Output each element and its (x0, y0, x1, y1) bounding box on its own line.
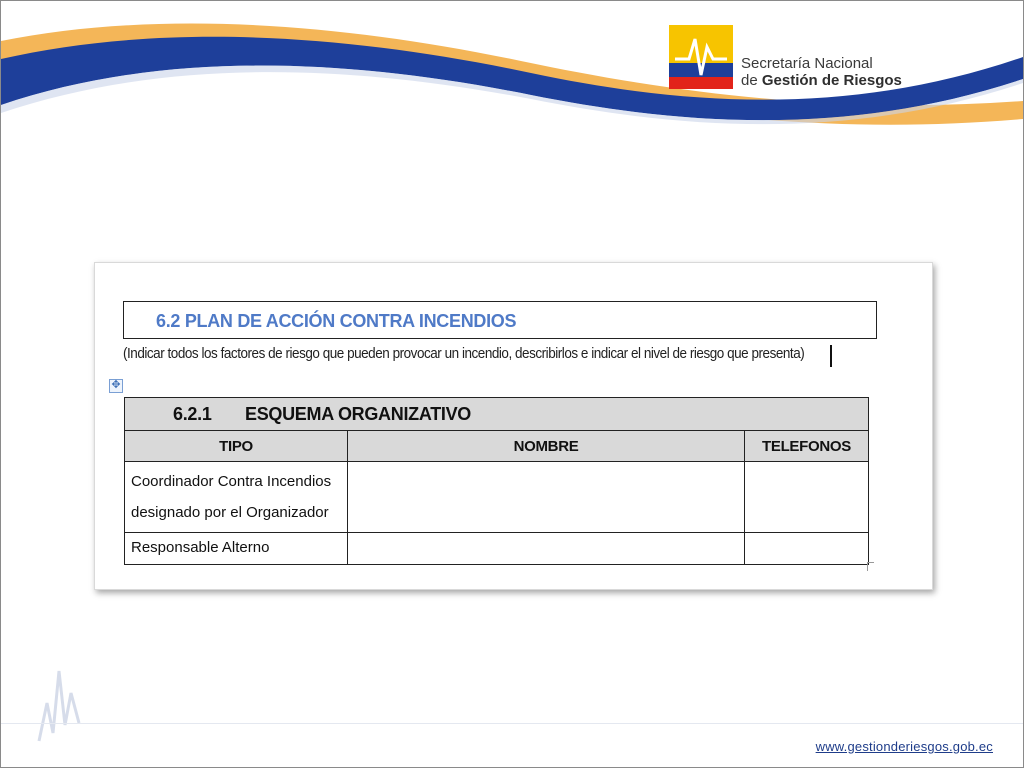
column-header-telefonos: TELEFONOS (745, 431, 869, 462)
table-row (125, 462, 869, 533)
subsection-title: ESQUEMA ORGANIZATIVO (245, 403, 472, 424)
footer-website-link[interactable]: www.gestionderiesgos.gob.ec (815, 739, 993, 754)
document-screenshot (94, 262, 933, 590)
logo (669, 25, 919, 91)
cell-tipo[interactable]: Coordinador Contra Incendios designado por el Organizador (125, 462, 348, 533)
cell-nombre[interactable] (348, 462, 745, 533)
logo-text (741, 55, 902, 89)
text-cursor (830, 345, 832, 367)
table-header-row (125, 431, 869, 462)
section-title-box (123, 301, 877, 339)
logo-name-line1: Secretaría Nacional (741, 55, 873, 72)
cell-telefonos[interactable] (745, 462, 869, 533)
cell-tipo[interactable]: Responsable Alterno (125, 533, 348, 565)
table-row (125, 533, 869, 565)
logo-mark-icon (669, 25, 733, 89)
cell-telefonos[interactable] (745, 533, 869, 565)
subsection-number: 6.2.1 (173, 403, 212, 424)
cell-nombre[interactable] (348, 533, 745, 565)
table-resize-handle-icon[interactable] (867, 562, 874, 571)
instruction-text: (Indicar todos los factores de riesgo que pueden provocar un incendio, describirlos e indicar el nivel de riesgo que presenta) (123, 346, 805, 362)
logo-name-bold: Gestión de Riesgos (761, 72, 902, 89)
column-header-nombre: NOMBRE (348, 431, 745, 462)
logo-name-line2: de Gestión de Riesgos (741, 72, 902, 89)
section-title: 6.2 PLAN DE ACCIÓN CONTRA INCENDIOS (156, 311, 517, 331)
subsection-title-cell (125, 398, 869, 431)
table-move-handle-icon[interactable]: ✥ (109, 379, 123, 393)
footer-divider (1, 723, 1023, 724)
table-subheader-row (125, 398, 869, 431)
footer-pulse-watermark-icon (37, 663, 81, 743)
column-header-tipo: TIPO (125, 431, 348, 462)
org-table (124, 397, 869, 565)
